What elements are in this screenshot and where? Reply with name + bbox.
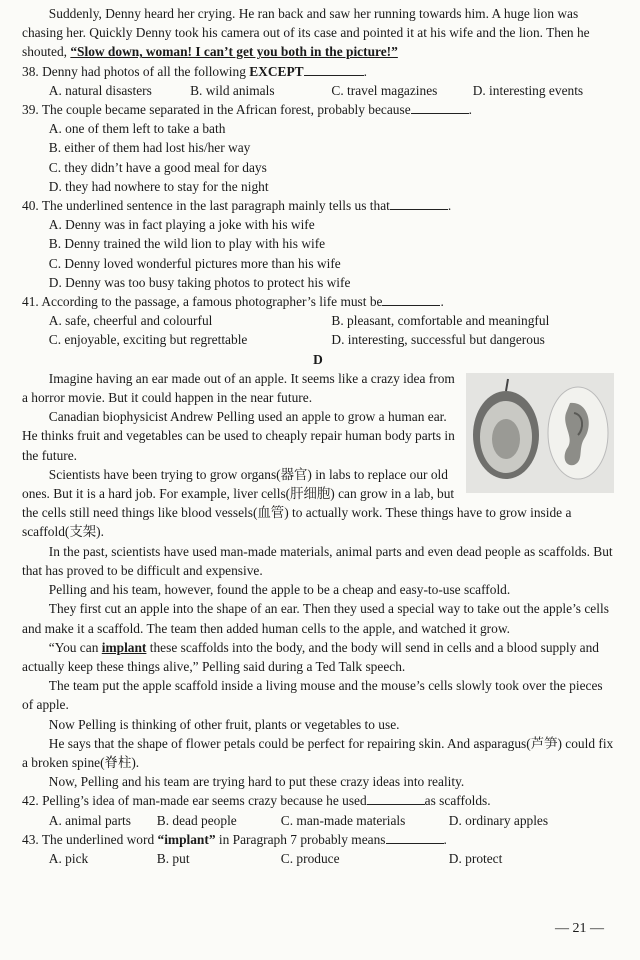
option-b: B. put — [156, 850, 190, 866]
passage-c-last-paragraph — [22, 4, 614, 62]
paragraph-2: Canadian biophysicist Andrew Pelling used an apple to grow a human ear. He thinks fruit and vegetables can be used to cheaply repair human body parts in the future. — [22, 409, 455, 463]
paragraph-4: In the past, scientists have used man-made materials, animal parts and even dead people as scaffolds. But that has proved to be difficult and expensive. — [22, 543, 613, 578]
paragraph-9: Now Pelling is thinking of other fruit, plants or vegetables to use. — [48, 716, 400, 732]
option-a: A. animal parts — [48, 812, 131, 828]
q41-options-row-1 — [22, 311, 614, 330]
answer-blank — [382, 292, 440, 306]
option-d: D. interesting events — [472, 82, 584, 98]
option-d: D. interesting, successful but dangerous — [331, 332, 545, 348]
paragraph-8: The team put the apple scaffold inside a living mouse and the mouse’s cells slowly took over the pieces of apple. — [22, 678, 603, 713]
option-c: C. they didn’t have a good meal for days — [48, 159, 267, 175]
option-a: A. one of them left to take a bath — [48, 121, 226, 137]
paragraph-text: Suddenly, Denny heard her crying. He ran back and saw her running towards him. A huge lion was chasing her. Quickly Denny took his camera out of its case and pointed it at his wife and the lion. Then he shouted, — [22, 6, 590, 60]
paragraph-3: Scientists have been trying to grow organs(器官) in labs to replace our old ones. But it is a hard job. For example, liver cells(肝细胞) can grow in a lab, but the cells still need things like blood vessels(血管) to actually work. These things have to grow inside a scaffold(支架). — [22, 466, 572, 540]
answer-blank — [411, 100, 469, 114]
apple-ear-image — [466, 373, 614, 493]
option-c: C. travel magazines — [331, 82, 438, 98]
q43-options — [22, 849, 614, 868]
answer-blank — [367, 791, 425, 805]
underlined-word: implant — [101, 639, 147, 655]
option-c: C. enjoyable, exciting but regrettable — [48, 332, 248, 348]
option-b: B. wild animals — [190, 82, 275, 98]
option-d: D. they had nowhere to stay for the night — [48, 178, 269, 194]
option-b: B. either of them had lost his/her way — [48, 140, 251, 156]
option-a: A. Denny was in fact playing a joke with his wife — [48, 217, 315, 233]
option-b: B. pleasant, comfortable and meaningful — [331, 313, 550, 329]
underlined-sentence: “Slow down, woman! I can’t get you both in the picture!” — [70, 44, 398, 60]
option-d: D. protect — [448, 850, 503, 866]
page-number: — 21 — — [555, 920, 604, 936]
paragraph-11: Now, Pelling and his team are trying hard to put these crazy ideas into reality. — [48, 774, 465, 790]
option-d: D. Denny was too busy taking photos to protect his wife — [48, 274, 351, 290]
paragraph-5: Pelling and his team, however, found the apple to be a cheap and easy-to-use scaffold. — [48, 582, 511, 598]
paragraph-6: They first cut an apple into the shape of an ear. Then they used a special way to take out the apple’s cells and make it a scaffold. The team then added human cells to the apple, and watched it grow. — [22, 601, 609, 636]
question-41: 41. According to the passage, a famous photographer’s life must be . — [22, 294, 444, 310]
section-heading: D — [313, 351, 323, 367]
option-d: D. ordinary apples — [448, 812, 549, 828]
question-39: 39. The couple became separated in the African forest, probably because . — [22, 102, 473, 118]
question-43: 43. The underlined word “implant” in Paragraph 7 probably means . — [22, 831, 447, 847]
option-c: C. man-made materials — [280, 812, 406, 828]
answer-blank — [304, 62, 364, 76]
option-b: B. dead people — [156, 812, 237, 828]
question-42: 42. Pelling’s idea of man-made ear seems crazy because he used as scaffolds. — [22, 793, 491, 809]
q42-options — [22, 811, 614, 830]
option-a: A. natural disasters — [48, 82, 152, 98]
paragraph-10: He says that the shape of flower petals could be perfect for repairing skin. And asparagus(芦笋) could fix a broken spine(脊柱). — [22, 735, 614, 770]
passage-d — [22, 369, 614, 791]
question-38: 38. Denny had photos of all the following EXCEPT . — [22, 63, 367, 79]
apple-ear-photo — [466, 373, 614, 493]
paragraph-1: Imagine having an ear made out of an apple. It seems like a crazy idea from a horror movie. But it could happen in the near future. — [22, 370, 455, 406]
q41-options-row-2 — [22, 330, 614, 349]
answer-blank — [386, 830, 444, 844]
option-c: C. Denny loved wonderful pictures more than his wife — [48, 255, 341, 271]
option-a: A. safe, cheerful and colourful — [48, 313, 213, 329]
q38-options — [22, 81, 614, 100]
question-40: 40. The underlined sentence in the last paragraph mainly tells us that . — [22, 198, 452, 214]
answer-blank — [390, 196, 448, 210]
paragraph-7: “You can implant these scaffolds into the body, and the body will send in cells and a blood supply and actually keep these things alive,” Pelling said during a Ted Talk speech. — [22, 639, 600, 674]
option-a: A. pick — [48, 850, 89, 866]
option-c: C. produce — [280, 850, 340, 866]
option-b: B. Denny trained the wild lion to play with his wife — [48, 236, 326, 252]
